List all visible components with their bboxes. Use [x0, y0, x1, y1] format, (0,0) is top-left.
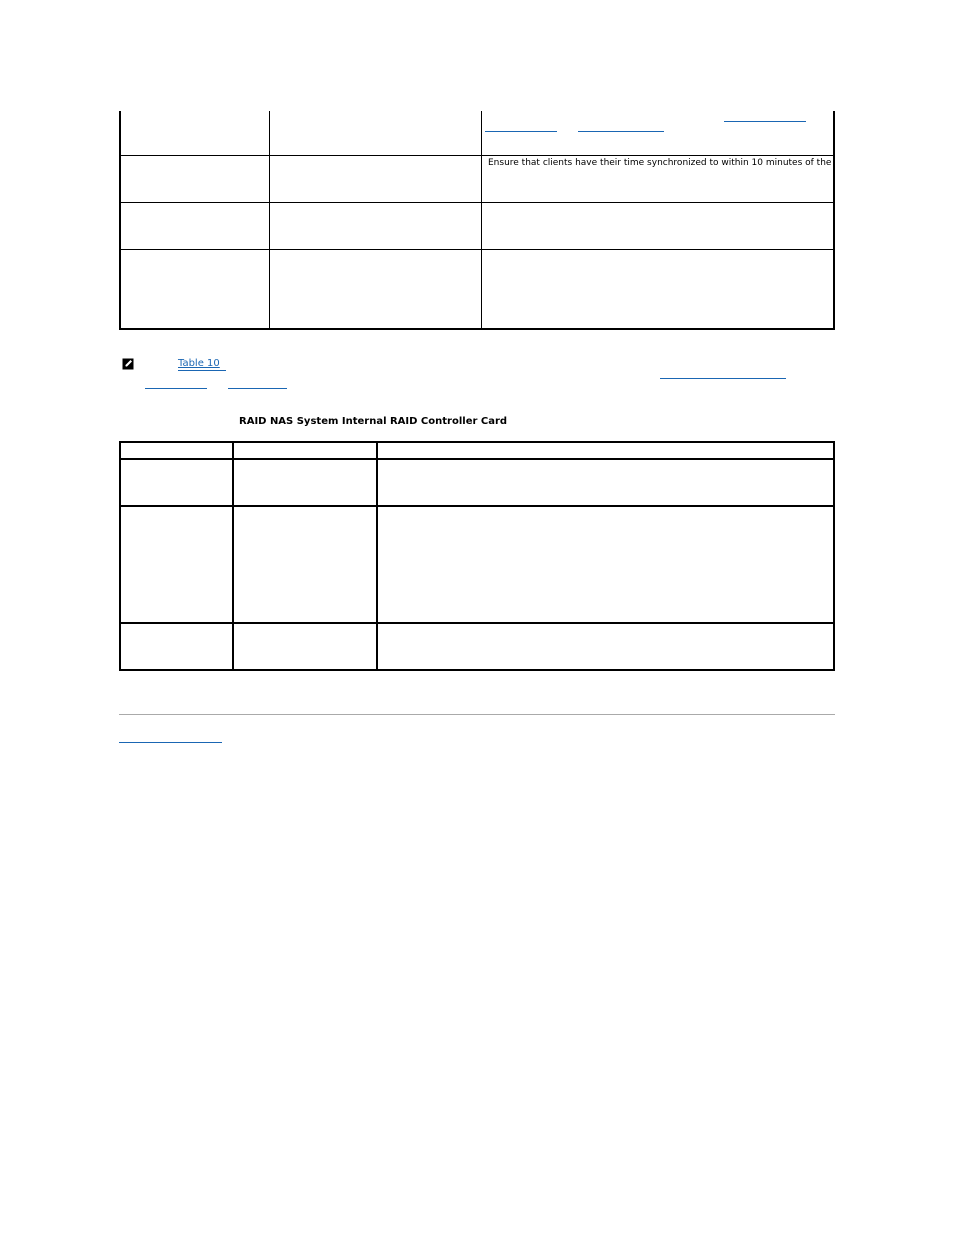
time-sync-text: Ensure that clients have their time synchronized to within 10 minutes of the: [488, 158, 832, 168]
horizontal-rule: [119, 714, 835, 715]
table-10-link[interactable]: Table 10: [178, 358, 220, 369]
table-row: [121, 250, 833, 328]
table-row: [121, 624, 833, 669]
table-bottom: [119, 441, 835, 671]
link-blank[interactable]: [660, 368, 786, 379]
table-row: [121, 507, 833, 624]
table-top: [119, 111, 835, 330]
link-blank[interactable]: [578, 121, 664, 132]
link-blank[interactable]: [228, 378, 287, 389]
link-blank[interactable]: [145, 378, 207, 389]
table-row: [121, 460, 833, 507]
link-blank[interactable]: [724, 111, 806, 122]
back-to-top-link[interactable]: [119, 732, 222, 743]
table-caption: RAID NAS System Internal RAID Controller Card: [239, 416, 508, 427]
table-row: [121, 203, 833, 250]
note-pencil-icon: [122, 358, 135, 370]
link-underline: [178, 370, 226, 371]
link-blank[interactable]: [485, 121, 557, 132]
table-header-row: [121, 443, 833, 460]
